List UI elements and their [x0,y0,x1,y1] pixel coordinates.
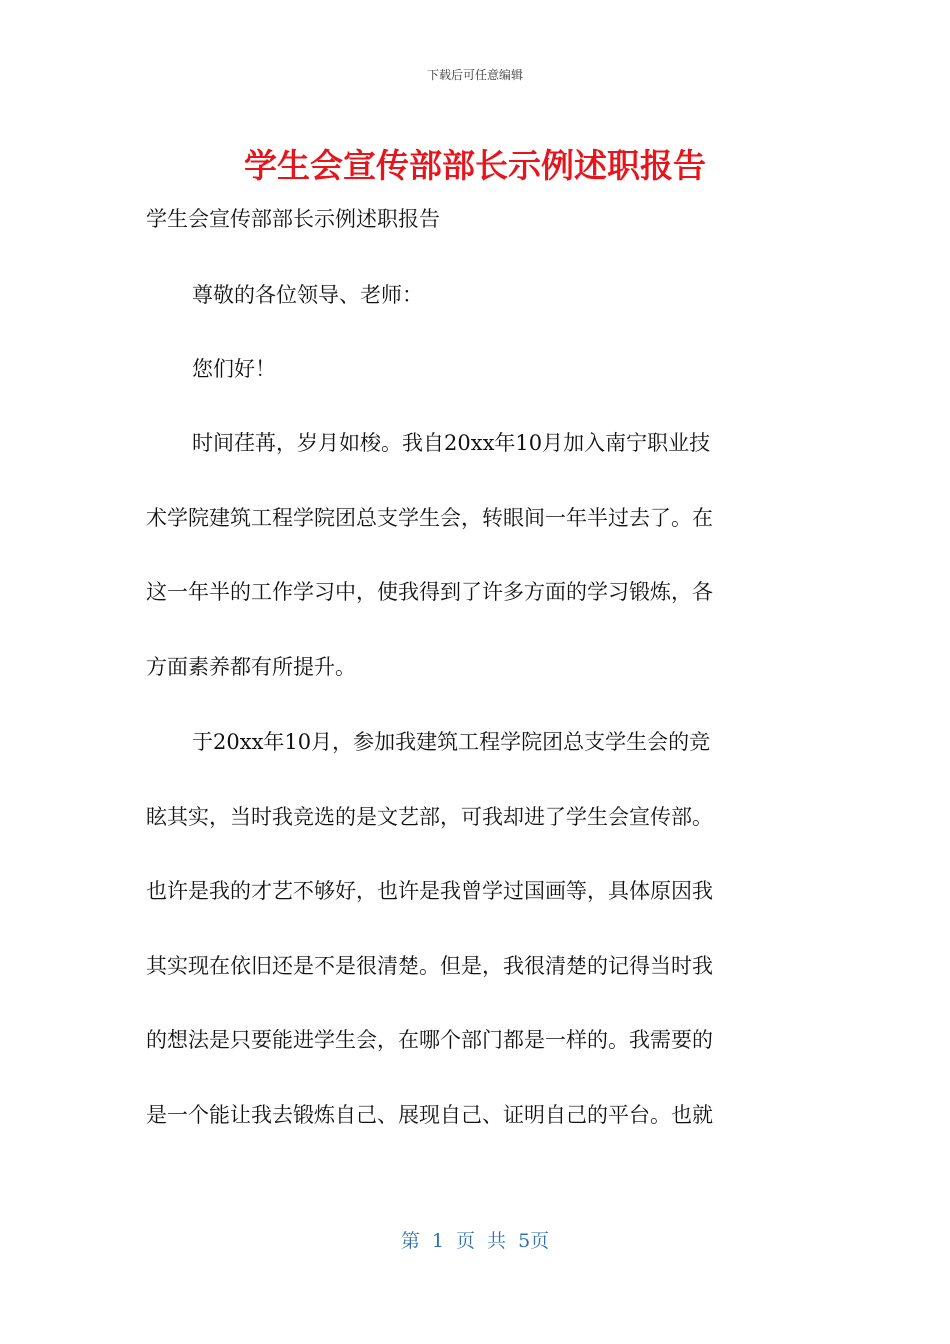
paragraph-line: 您们好！ [192,357,276,381]
paragraph-line: 这一年半的工作学习中，使我得到了许多方面的学习锻炼，各 [146,580,713,604]
page-number-footer: 第 1 页 共 5页 [400,1230,550,1252]
paragraph-line: 于20xx年10月，参加我建筑工程学院团总支学生会的竞 [192,730,711,754]
paragraph-line: 其实现在依旧还是不是很清楚。但是，我很清楚的记得当时我 [146,954,713,978]
paragraph-line: 术学院建筑工程学院团总支学生会，转眼间一年半过去了。在 [146,506,713,530]
header-note: 下载后可任意编辑 [426,68,523,82]
document-subtitle: 学生会宣传部部长示例述职报告 [146,207,440,231]
paragraph-line: 眩其实，当时我竞选的是文艺部，可我却进了学生会宣传部。 [146,805,713,829]
paragraph-line: 的想法是只要能进学生会，在哪个部门都是一样的。我需要的 [146,1028,713,1052]
document-title: 学生会宣传部部长示例述职报告 [244,146,706,185]
paragraph-line: 也许是我的才艺不够好，也许是我曾学过国画等，具体原因我 [146,879,713,903]
paragraph-line: 方面素养都有所提升。 [146,655,356,679]
paragraph-line: 是一个能让我去锻炼自己、展现自己、证明自己的平台。也就 [146,1103,713,1127]
paragraph-line: 时间荏苒，岁月如梭。我自20xx年10月加入南宁职业技 [192,431,711,455]
paragraph-line: 尊敬的各位领导、老师： [192,283,423,307]
